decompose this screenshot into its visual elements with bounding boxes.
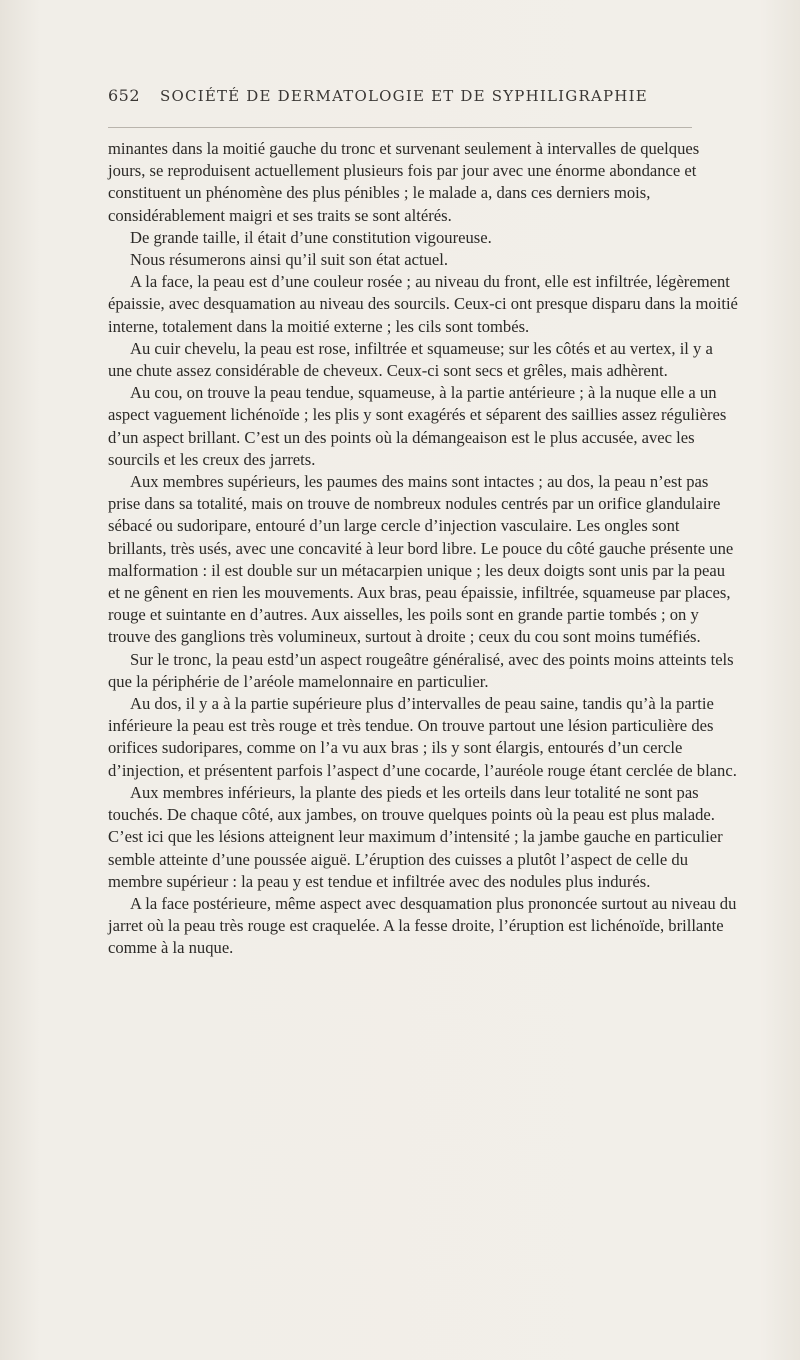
paragraph: Nous résumerons ainsi qu’il suit son état actuel. [130, 250, 448, 270]
page-number: 652 [108, 86, 141, 105]
running-header [108, 86, 692, 105]
paragraph: Sur le tronc, la peau estd’un aspect rougeâtre généralisé, avec des points moins atteints tels que la périphérie de l’aréole mamelonnaire en particulier. [108, 649, 734, 691]
paragraph: De grande taille, il était d’une constitution vigoureuse. [130, 227, 492, 247]
paragraph: Au dos, il y a à la partie supérieure plus d’intervalles de peau saine, tandis qu’à la partie inférieure la peau est très rouge et très tendue. On trouve partout une lésion particulière des orifices sudoripares, comme on l’a vu aux bras ; ils y sont élargis, entourés d’un cercle d’injection, et présentent parfois l’aspect d’une cocarde, l’auréole rouge étant cerclée de blanc. [108, 694, 737, 780]
header-rule [108, 127, 692, 128]
paragraph: Au cou, on trouve la peau tendue, squameuse, à la partie antérieure ; à la nuque elle a un aspect vaguement lichénoïde ; les plis y sont exagérés et séparent des saillies assez régulières d’un aspect brillant. C’est un des points où la démangeaison est le plus accusée, avec les sourcils et les creux des jarrets. [108, 383, 727, 469]
paragraph: Aux membres inférieurs, la plante des pieds et les orteils dans leur totalité ne sont pas touchés. De chaque côté, aux jambes, on trouve quelques points où la peau est plus malade. C’est ici que les lésions atteignent leur maximum d’intensité ; la jambe gauche en particulier semble atteinte d’une poussée aiguë. L’éruption des cuisses a plutôt l’aspect de celle du membre supérieur : la peau y est tendue et infiltrée avec des nodules plus indurés. [108, 782, 723, 891]
paragraph: minantes dans la moitié gauche du tronc et survenant seulement à intervalles de quelques jours, se reproduisent actuellement plusieurs fois par jour avec une énorme abondance et constituent un phénomène des plus pénibles ; le malade a, dans ces derniers mois, considérablement maigri et ses traits se sont altérés. [108, 139, 700, 225]
paragraph: Aux membres supérieurs, les paumes des mains sont intactes ; au dos, la peau n’est pas prise dans sa totalité, mais on trouve de nombreux nodules centrés par un orifice glandulaire sébacé ou sudoripare, entouré d’un large cercle d’injection vasculaire. Les ongles sont brillants, très usés, avec une concavité à leur bord libre. Le pouce du côté gauche présente une malformation : il est double sur un métacarpien unique ; les deux doigts sont unis par la peau et ne gênent en rien les mouvements. Aux bras, peau épaissie, infiltrée, squameuse par places, rouge et suintante en d’autres. Aux aisselles, les poils sont en grande partie tombés ; on y trouve des ganglions très volumineux, surtout à droite ; ceux du cou sont moins tuméfiés. [108, 472, 734, 647]
running-title: SOCIÉTÉ DE DERMATOLOGIE ET DE SYPHILIGRAPHIE [160, 87, 648, 105]
paragraph: A la face postérieure, même aspect avec desquamation plus prononcée surtout au niveau du jarret où la peau très rouge est craquelée. A la fesse droite, l’éruption est lichénoïde, brillante comme à la nuque. [108, 893, 737, 958]
paragraph: A la face, la peau est d’une couleur rosée ; au niveau du front, elle est infiltrée, légèrement épaissie, avec desquamation au niveau des sourcils. Ceux-ci ont presque disparu dans la moitié interne, totalement dans la moitié externe ; les cils sont tombés. [108, 272, 738, 336]
paragraph: Au cuir chevelu, la peau est rose, infiltrée et squameuse; sur les côtés et au vertex, il y a une chute assez considérable de cheveux. Ceux-ci sont secs et grêles, mais adhèrent. [108, 338, 713, 381]
body-text [108, 138, 738, 960]
